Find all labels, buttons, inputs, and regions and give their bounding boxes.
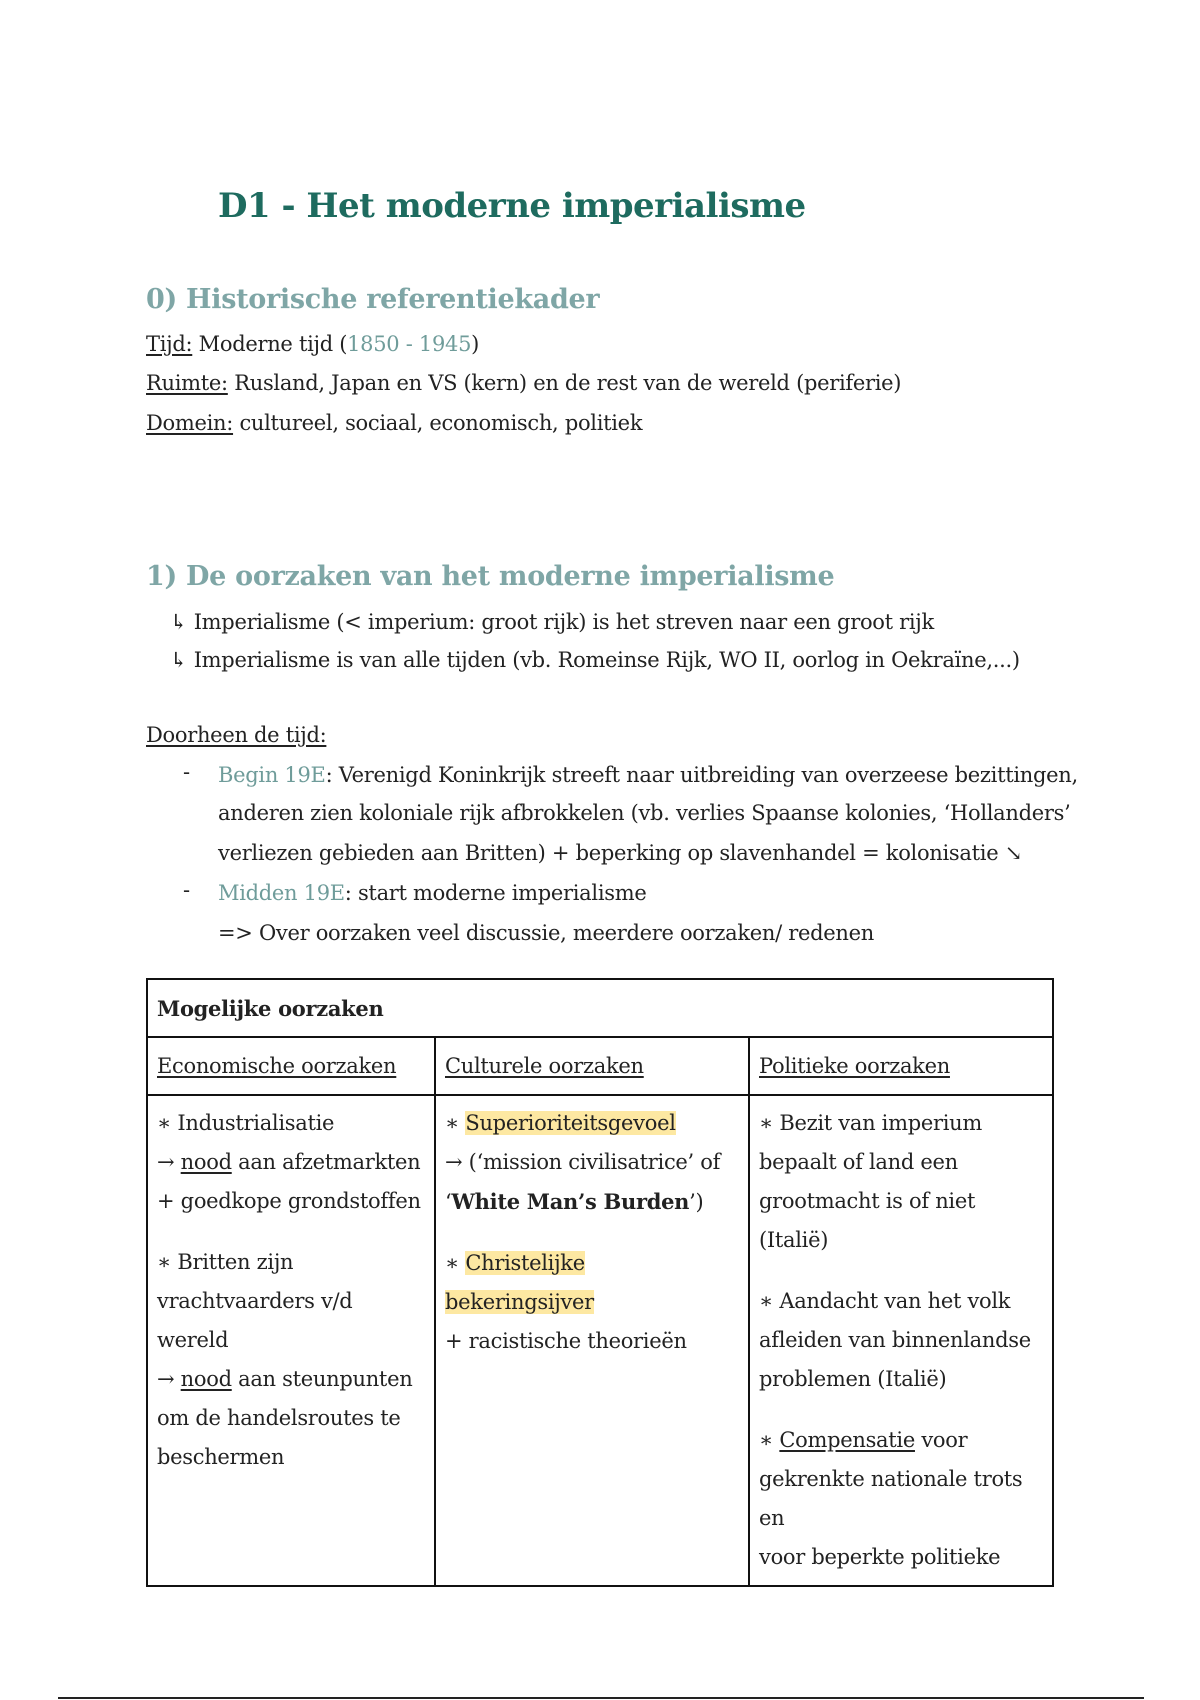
tijd-line <box>146 329 479 359</box>
domein-label: Domein: <box>146 411 234 435</box>
pol-p2-l1: ∗ Aandacht van het volk <box>759 1289 1011 1313</box>
footer-divider <box>58 1697 1144 1699</box>
bullet2-period: Midden 19E <box>218 881 345 905</box>
domein-line <box>146 408 642 438</box>
column-header-cultural <box>435 1037 749 1095</box>
bullet-dash-icon: - <box>183 878 191 902</box>
table-header <box>147 979 1053 1037</box>
political-cause-1 <box>759 1104 1043 1260</box>
arrow-line-1 <box>170 607 934 637</box>
tijd-start: 1850 <box>347 332 400 356</box>
return-arrow-icon: ↳ <box>170 648 188 672</box>
cultural-cause-1 <box>445 1104 739 1222</box>
tijd-sep: - <box>399 332 419 356</box>
eco-p2-l1: ∗ Britten zijn <box>157 1250 294 1274</box>
return-arrow-icon: ↳ <box>170 610 188 634</box>
economic-cause-2 <box>157 1243 425 1477</box>
pol-p3-l2: gekrenkte nationale trots en <box>759 1467 1023 1530</box>
eco-p2-l4: om de handelsroutes te <box>157 1406 401 1430</box>
asterisk-icon: ∗ <box>759 1428 780 1452</box>
arrow-line-2-text: Imperialisme is van alle tijden (vb. Romeinse Rijk, WO II, oorlog in Oekraïne,...) <box>193 648 1020 672</box>
bullet1-line2: anderen zien koloniale rijk afbrokkelen (vb. verlies Spaanse kolonies, ‘Hollanders’ <box>218 801 1071 825</box>
pol-p2-l3: problemen (Italië) <box>759 1367 947 1391</box>
eco-p1-nood: nood <box>180 1150 232 1174</box>
section-1-heading: 1) De oorzaken van het moderne imperialisme <box>146 561 835 592</box>
bullet1-period: Begin 19E <box>218 763 326 787</box>
cul-p1-quote-open: ‘ <box>445 1190 452 1214</box>
ruimte-line <box>146 368 901 398</box>
asterisk-icon: ∗ <box>445 1111 466 1135</box>
pol-p2-l2: afleiden van binnenlandse <box>759 1328 1031 1352</box>
arrow-line-1-text: Imperialisme (< imperium: groot rijk) is het streven naar een groot rijk <box>193 610 934 634</box>
bullet1-line1-text: : Verenigd Koninkrijk streeft naar uitbreiding van overzeese bezittingen, <box>325 763 1078 787</box>
political-cause-3 <box>759 1421 1043 1577</box>
pol-p1-l3: grootmacht is of niet (Italië) <box>759 1189 976 1252</box>
cul-p1-l2: → (‘mission civilisatrice’ of <box>445 1150 721 1174</box>
political-cause-2 <box>759 1282 1043 1399</box>
eco-p2-l3: aan steunpunten <box>231 1367 413 1391</box>
column-header-political <box>749 1037 1053 1095</box>
ruimte-label: Ruimte: <box>146 371 228 395</box>
arrow-right-icon: → <box>157 1150 181 1174</box>
cul-p2-l2: + racistische theorieën <box>445 1329 687 1353</box>
eco-p2-l5: beschermen <box>157 1445 285 1469</box>
bullet2-line <box>218 878 646 908</box>
column-header-economic-text: Economische oorzaken <box>157 1054 397 1078</box>
economic-causes-cell <box>147 1095 435 1586</box>
tijd-close: ) <box>471 332 480 356</box>
column-header-economic <box>147 1037 435 1095</box>
table-header-text: Mogelijke oorzaken <box>157 995 384 1021</box>
cul-p2-highlight: Christelijke bekeringsijver <box>445 1251 594 1314</box>
economic-cause-1 <box>157 1104 425 1221</box>
eco-p1-l2: aan afzetmarkten <box>231 1150 421 1174</box>
bullet1-line3: verliezen gebieden aan Britten) + beperking op slavenhandel = kolonisatie ↘ <box>218 841 1022 865</box>
pol-p3-underlined: Compensatie <box>779 1428 915 1452</box>
cul-p1-highlight: Superioriteitsgevoel <box>465 1111 676 1135</box>
pol-p1-l1: ∗ Bezit van imperium <box>759 1111 982 1135</box>
page-title: D1 - Het moderne imperialisme <box>218 186 806 226</box>
domein-text: cultureel, sociaal, economisch, politiek <box>239 411 643 435</box>
cultural-causes-cell <box>435 1095 749 1586</box>
bullet-dash-icon: - <box>183 760 191 784</box>
arrow-right-icon: → <box>157 1367 181 1391</box>
political-causes-cell <box>749 1095 1053 1586</box>
arrow-line-2 <box>170 645 1020 675</box>
conclusion-line: => Over oorzaken veel discussie, meerdere oorzaken/ redenen <box>218 921 875 945</box>
section-0-heading: 0) Historische referentiekader <box>146 284 600 315</box>
column-header-cultural-text: Culturele oorzaken <box>445 1054 644 1078</box>
eco-p1-l3: + goedkope grondstoffen <box>157 1189 421 1213</box>
bullet1-line1 <box>218 760 1078 790</box>
cultural-cause-2 <box>445 1244 739 1361</box>
pol-p3-l3: voor beperkte politieke <box>759 1545 1001 1569</box>
tijd-text: Moderne tijd ( <box>198 332 348 356</box>
pol-p1-l2: bepaalt of land een <box>759 1150 958 1174</box>
bullet2-text: : start moderne imperialisme <box>344 881 647 905</box>
eco-p2-nood: nood <box>180 1367 232 1391</box>
tijd-label: Tijd: <box>146 332 193 356</box>
eco-p2-l2: vrachtvaarders v/d wereld <box>157 1289 353 1352</box>
column-header-political-text: Politieke oorzaken <box>759 1054 950 1078</box>
cul-p1-bold: White Man’s Burden <box>451 1189 690 1214</box>
eco-p1-l1: ∗ Industrialisatie <box>157 1111 335 1135</box>
doorheen-label: Doorheen de tijd: <box>146 723 327 747</box>
causes-table <box>146 978 1054 1587</box>
pol-p3-l1: voor <box>914 1428 968 1452</box>
ruimte-text: Rusland, Japan en VS (kern) en de rest van de wereld (periferie) <box>234 371 902 395</box>
cul-p1-quote-close: ’) <box>689 1190 704 1214</box>
tijd-end: 1945 <box>418 332 472 356</box>
asterisk-icon: ∗ <box>445 1251 466 1275</box>
